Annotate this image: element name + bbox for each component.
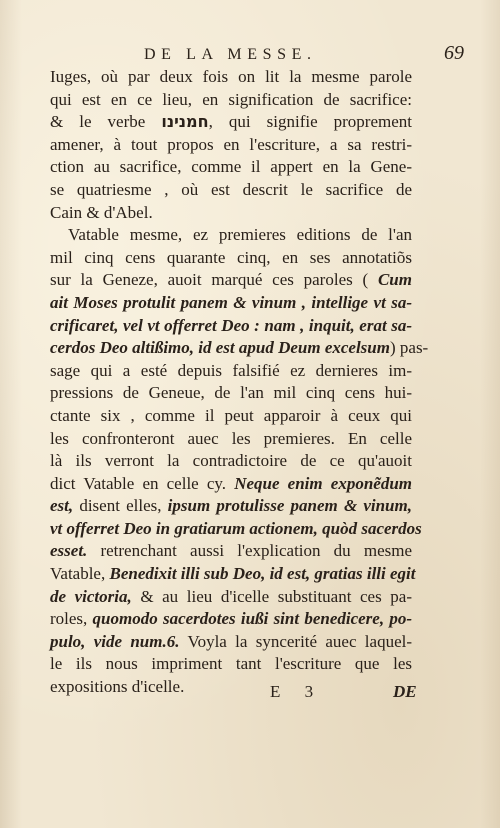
text-line [50, 382, 412, 405]
latin-quotation: esset. [50, 541, 88, 561]
text-line [50, 269, 412, 292]
text-line [50, 224, 412, 247]
text-run: disent elles, [73, 496, 168, 516]
text-run: & au lieu d'icelle substituant ces pa- [131, 586, 412, 606]
text-line [50, 586, 412, 609]
latin-quotation: ait Moses protulit panem & vinum , intellige vt sa- [50, 292, 412, 312]
text-line [50, 428, 412, 451]
text-run: amener, à tout propos en l'escriture, a sa restri- [50, 134, 412, 154]
latin-quotation: quomodo sacerdotes iußi sint benedicere, po- [92, 609, 413, 629]
text-line [50, 134, 412, 157]
text-run: se quatriesme , où est descrit le sacrifice de [50, 179, 412, 199]
running-head: DE LA MESSE. [144, 46, 317, 63]
latin-quotation: crificaret, vel vt offerret Deo : nam , inquit, erat sa- [50, 315, 412, 335]
text-run: & le verbe [50, 112, 162, 132]
text-line [50, 179, 412, 202]
text-line [50, 247, 412, 270]
latin-quotation: pulo, vide num.6. [50, 631, 180, 651]
text-run: ctante six , comme il peut apparoir à ceux qui [50, 405, 412, 425]
text-line [50, 202, 412, 225]
text-run: retrenchant aussi l'explication du mesme [87, 541, 412, 561]
text-line [50, 563, 416, 586]
latin-quotation: Benedixit illi sub Deo, id est, gratias illi egit [109, 564, 416, 584]
text-line [50, 631, 412, 654]
latin-quotation: de victoria, [50, 586, 132, 606]
text-line [50, 608, 412, 631]
text-line [50, 337, 429, 360]
page-number: 69 [444, 42, 464, 64]
text-line [50, 66, 412, 89]
text-line [50, 450, 412, 473]
text-line [50, 89, 412, 112]
catchword: DE [393, 682, 417, 701]
text-run: ) pas- [389, 338, 429, 358]
text-run: ction au sacrifice, comme il appert en la Gene- [50, 157, 412, 177]
text-line [50, 653, 412, 676]
text-line [50, 111, 412, 134]
text-line [50, 292, 412, 315]
text-run: là ils verront la contradictoire de ce qu'auoit [50, 451, 412, 471]
text-run: sur la Geneze, auoit marqué ces paroles ( [50, 270, 378, 290]
latin-quotation: Neque enim exponẽdum [234, 473, 413, 493]
text-run: Voyla la syncerité auec laquel- [179, 631, 413, 651]
page-footer [0, 682, 500, 706]
text-line [50, 495, 412, 518]
text-run: pressions de Geneue, de l'an mil cinq cens hui- [50, 383, 412, 403]
text-run: Cain & d'Abel. [50, 202, 153, 222]
hebrew-word: חמנינו [161, 112, 209, 132]
text-run: Iuges, où par deux fois on lit la mesme parole [50, 67, 412, 86]
text-run: les confronteront auec les premieres. En celle [50, 428, 412, 448]
latin-quotation: vt offerret Deo in gratiarum actionem, quòd sacerdos [50, 518, 422, 538]
text-run: mil cinq cens quarante cinq, en ses annotatiõs [50, 247, 412, 267]
text-run: le ils nous impriment tant l'escriture que les [50, 654, 412, 674]
text-run: roles, [50, 609, 93, 629]
text-line [50, 156, 412, 179]
text-run: Vatable, [50, 564, 110, 584]
text-line [50, 315, 412, 338]
text-line [50, 540, 412, 563]
body-text [50, 66, 429, 699]
text-run: expositions d'icelle. [50, 677, 185, 697]
text-line [50, 405, 412, 428]
text-run: Vatable mesme, ez premieres editions de l'an [68, 225, 412, 245]
latin-quotation: cerdos Deo altißimo, id est apud Deum excelsum [50, 338, 390, 358]
text-run: sage qui a esté depuis falsifié ez dernieres im- [50, 360, 412, 380]
text-line [50, 360, 412, 383]
latin-quotation: Cum [377, 270, 412, 290]
text-run: qui est en ce lieu, en signification de sacrifice: [50, 89, 412, 109]
signature-mark: E 3 [270, 682, 324, 701]
latin-quotation: est, [50, 496, 74, 516]
latin-quotation: ipsum protulisse panem & vinum, [167, 496, 412, 516]
text-line [50, 518, 422, 541]
text-run: , qui signifie proprement [208, 112, 413, 132]
text-run: dict Vatable en celle cy. [50, 473, 235, 493]
text-line [50, 473, 412, 496]
